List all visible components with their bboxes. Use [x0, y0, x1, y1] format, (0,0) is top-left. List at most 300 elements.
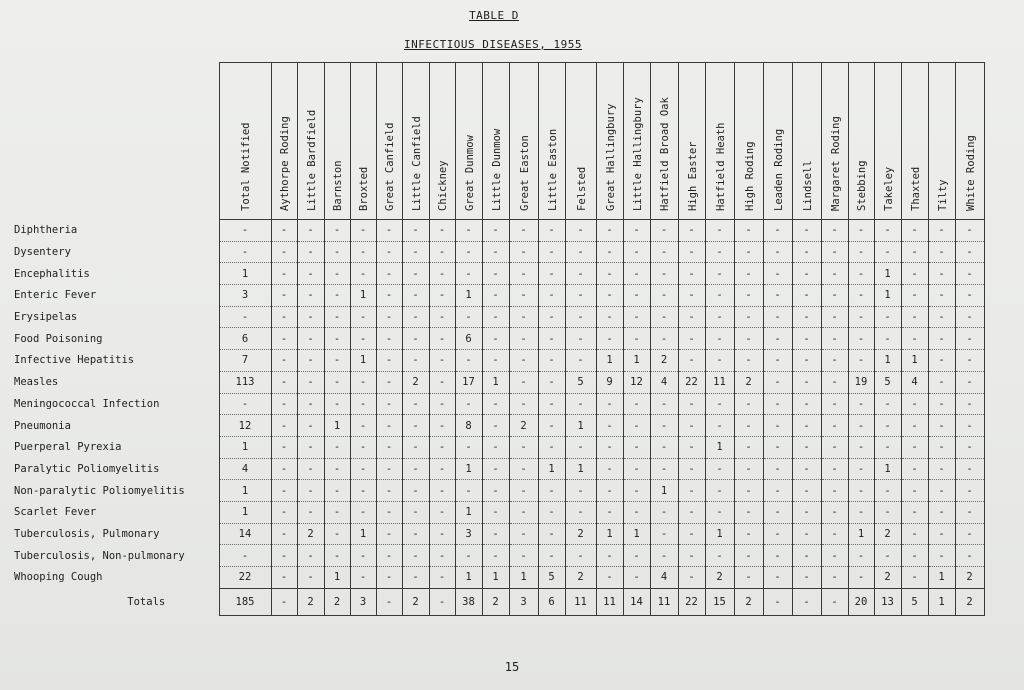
table-cell: -	[763, 393, 792, 415]
table-cell: -	[324, 263, 350, 285]
table-cell: -	[763, 241, 792, 263]
table-cell: 1	[650, 480, 678, 502]
table-cell: -	[271, 523, 297, 545]
table-cell: -	[955, 415, 984, 437]
table-cell: -	[955, 545, 984, 567]
table-cell: -	[705, 458, 734, 480]
column-header	[734, 63, 763, 220]
table-cell: -	[297, 545, 324, 567]
column-header-label: Hatfield Broad Oak	[659, 97, 671, 211]
table-cell: -	[792, 263, 821, 285]
table-cell: -	[623, 545, 650, 567]
table-cell: -	[596, 567, 623, 589]
table-cell: -	[402, 285, 429, 307]
table-cell: -	[538, 220, 565, 242]
table-cell: -	[297, 480, 324, 502]
table-cell: -	[848, 480, 874, 502]
table-cell: -	[429, 328, 455, 350]
table-cell: -	[705, 328, 734, 350]
table-cell: -	[565, 545, 596, 567]
table-cell: -	[848, 350, 874, 372]
table-cell: -	[678, 480, 705, 502]
table-cell: -	[324, 350, 350, 372]
table-cell: 1	[874, 285, 901, 307]
table-cell: -	[821, 545, 848, 567]
table-cell: 3	[455, 523, 482, 545]
table-cell: -	[455, 545, 482, 567]
totals-cell: 20	[848, 588, 874, 615]
column-header	[455, 63, 482, 220]
totals-cell: 11	[650, 588, 678, 615]
table-row	[14, 220, 984, 242]
table-cell: -	[705, 350, 734, 372]
column-header	[848, 63, 874, 220]
table-cell: -	[821, 263, 848, 285]
table-cell: -	[734, 306, 763, 328]
table-cell: 1	[219, 480, 271, 502]
table-cell: -	[509, 545, 538, 567]
table-cell: -	[271, 393, 297, 415]
table-row	[14, 306, 984, 328]
column-header-label: Great Canfield	[384, 122, 396, 211]
table-title: TABLE D	[469, 9, 519, 22]
column-header-label: Lindsell	[801, 160, 814, 211]
table-cell: -	[455, 241, 482, 263]
table-cell: 2	[402, 371, 429, 393]
table-cell: -	[324, 501, 350, 523]
table-cell: -	[271, 436, 297, 458]
table-cell: 2	[509, 415, 538, 437]
table-cell: 1	[509, 567, 538, 589]
table-cell: 4	[901, 371, 928, 393]
table-cell: -	[650, 458, 678, 480]
table-cell: -	[955, 285, 984, 307]
table-cell: -	[482, 306, 509, 328]
column-header	[538, 63, 565, 220]
table-cell: -	[848, 306, 874, 328]
table-cell: -	[297, 350, 324, 372]
table-cell: -	[848, 545, 874, 567]
table-cell: -	[792, 220, 821, 242]
table-cell: 7	[219, 350, 271, 372]
row-label: Scarlet Fever	[14, 506, 97, 519]
table-cell: -	[324, 523, 350, 545]
table-cell: -	[763, 220, 792, 242]
table-cell: -	[482, 436, 509, 458]
table-cell: -	[429, 523, 455, 545]
table-cell: -	[955, 523, 984, 545]
table-cell: -	[509, 263, 538, 285]
table-cell: -	[350, 436, 376, 458]
column-header	[219, 63, 271, 220]
table-cell: -	[763, 371, 792, 393]
table-cell: -	[821, 458, 848, 480]
totals-cell: 1	[928, 588, 955, 615]
totals-cell: -	[763, 588, 792, 615]
totals-cell: 22	[678, 588, 705, 615]
table-cell: -	[848, 501, 874, 523]
table-cell: -	[482, 501, 509, 523]
table-cell: -	[509, 436, 538, 458]
table-cell: -	[429, 567, 455, 589]
column-header	[429, 63, 455, 220]
table-cell: -	[901, 545, 928, 567]
table-cell: -	[928, 263, 955, 285]
table-cell: -	[271, 501, 297, 523]
table-cell: -	[955, 371, 984, 393]
table-cell: -	[705, 393, 734, 415]
table-cell: -	[821, 328, 848, 350]
totals-cell: -	[792, 588, 821, 615]
table-cell: 3	[219, 285, 271, 307]
table-cell: -	[297, 263, 324, 285]
table-cell: -	[509, 328, 538, 350]
table-cell: -	[792, 306, 821, 328]
table-cell: 1	[455, 285, 482, 307]
table-cell: -	[482, 263, 509, 285]
header-corner	[14, 63, 219, 220]
table-cell: 1	[324, 415, 350, 437]
table-cell: 1	[596, 350, 623, 372]
table-cell: -	[650, 393, 678, 415]
column-header-label: Little Dunmow	[490, 128, 503, 211]
table-cell: -	[734, 458, 763, 480]
table-cell: -	[350, 458, 376, 480]
table-cell: -	[455, 263, 482, 285]
table-cell: -	[821, 415, 848, 437]
totals-cell: 185	[219, 588, 271, 615]
table-row	[14, 567, 984, 589]
table-cell: -	[955, 328, 984, 350]
table-cell: -	[565, 328, 596, 350]
table-cell: -	[402, 306, 429, 328]
table-cell: -	[901, 480, 928, 502]
table-cell: -	[623, 436, 650, 458]
table-cell: -	[455, 436, 482, 458]
table-cell: -	[650, 436, 678, 458]
column-header-label: Little Canfield	[410, 116, 423, 211]
table-cell: -	[848, 285, 874, 307]
table-cell: 1	[538, 458, 565, 480]
table-cell: -	[928, 458, 955, 480]
table-cell: 1	[482, 371, 509, 393]
table-cell: -	[455, 480, 482, 502]
column-header	[376, 63, 402, 220]
table-cell: -	[538, 328, 565, 350]
table-cell: -	[350, 393, 376, 415]
table-cell: -	[376, 263, 402, 285]
row-label: Enteric Fever	[14, 289, 97, 302]
column-header	[821, 63, 848, 220]
row-label: Tuberculosis, Pulmonary	[14, 527, 160, 540]
column-header-label: Broxted	[358, 166, 370, 211]
table-cell: 11	[705, 371, 734, 393]
column-header-row	[14, 63, 984, 220]
table-cell: 2	[734, 371, 763, 393]
table-cell: -	[734, 480, 763, 502]
table-cell: -	[955, 241, 984, 263]
table-cell: -	[792, 523, 821, 545]
table-cell: -	[482, 241, 509, 263]
table-cell: -	[821, 567, 848, 589]
table-cell: -	[928, 523, 955, 545]
table-cell: -	[678, 241, 705, 263]
table-cell: 2	[565, 567, 596, 589]
table-cell: -	[763, 285, 792, 307]
table-cell: -	[678, 436, 705, 458]
table-cell: -	[565, 501, 596, 523]
table-cell: -	[565, 306, 596, 328]
table-cell: -	[650, 306, 678, 328]
table-cell: -	[297, 220, 324, 242]
column-header	[678, 63, 705, 220]
table-cell: -	[763, 480, 792, 502]
table-cell: -	[350, 545, 376, 567]
table-cell: -	[928, 220, 955, 242]
table-cell: -	[538, 523, 565, 545]
table-cell: -	[596, 328, 623, 350]
table-cell: -	[455, 306, 482, 328]
table-cell: -	[734, 263, 763, 285]
table-row	[14, 458, 984, 480]
table-cell: -	[678, 306, 705, 328]
table-cell: -	[623, 241, 650, 263]
table-row	[14, 285, 984, 307]
table-cell: -	[874, 501, 901, 523]
table-cell: 12	[623, 371, 650, 393]
table-cell: -	[350, 263, 376, 285]
table-cell: -	[402, 393, 429, 415]
table-cell: 4	[650, 567, 678, 589]
column-header-label: White Roding	[964, 135, 977, 211]
table-cell: -	[297, 501, 324, 523]
table-cell: -	[482, 545, 509, 567]
column-header	[623, 63, 650, 220]
table-cell: 17	[455, 371, 482, 393]
table-cell: -	[623, 306, 650, 328]
table-cell: -	[792, 350, 821, 372]
totals-cell: 2	[402, 588, 429, 615]
column-header-label: Total Notified	[240, 122, 252, 211]
table-cell: -	[402, 415, 429, 437]
table-cell: -	[455, 350, 482, 372]
table-cell: -	[678, 328, 705, 350]
column-header-label: High Easter	[686, 141, 699, 211]
table-cell: -	[901, 220, 928, 242]
column-header	[324, 63, 350, 220]
table-cell: -	[402, 523, 429, 545]
table-cell: -	[928, 306, 955, 328]
column-header-label: Felsted	[575, 166, 588, 211]
table-cell: 8	[455, 415, 482, 437]
totals-cell: 14	[623, 588, 650, 615]
table-cell: 113	[219, 371, 271, 393]
table-cell: -	[271, 415, 297, 437]
table-cell: -	[955, 350, 984, 372]
table-cell: -	[402, 436, 429, 458]
table-cell: -	[482, 220, 509, 242]
table-cell: 1	[928, 567, 955, 589]
table-cell: 1	[705, 523, 734, 545]
table-cell: -	[324, 371, 350, 393]
row-label: Tuberculosis, Non-pulmonary	[14, 549, 185, 562]
table-cell: -	[297, 567, 324, 589]
column-header-label: Little Hallingbury	[631, 97, 644, 211]
table-cell: -	[848, 436, 874, 458]
column-header	[482, 63, 509, 220]
table-cell: -	[821, 393, 848, 415]
table-cell: -	[350, 220, 376, 242]
table-cell: -	[928, 415, 955, 437]
table-cell: -	[402, 545, 429, 567]
page-number: 15	[504, 660, 520, 674]
table-cell: -	[482, 328, 509, 350]
table-cell: 1	[219, 263, 271, 285]
column-header	[402, 63, 429, 220]
totals-cell: 3	[350, 588, 376, 615]
table-row	[14, 501, 984, 523]
table-cell: -	[350, 480, 376, 502]
table-cell: 1	[455, 458, 482, 480]
table-cell: -	[402, 480, 429, 502]
table-cell: -	[429, 480, 455, 502]
totals-cell: 2	[955, 588, 984, 615]
row-label: Encephalitis	[14, 267, 90, 280]
table-cell: -	[955, 263, 984, 285]
table-cell: -	[509, 523, 538, 545]
table-cell: -	[650, 501, 678, 523]
table-cell: -	[763, 415, 792, 437]
table-cell: -	[928, 501, 955, 523]
table-cell: -	[678, 415, 705, 437]
table-cell: -	[350, 415, 376, 437]
table-cell: -	[509, 306, 538, 328]
table-cell: -	[538, 393, 565, 415]
row-label: Dysentery	[14, 246, 71, 259]
table-cell: -	[901, 458, 928, 480]
table-cell: -	[955, 480, 984, 502]
column-header-label: Tilty	[936, 179, 949, 211]
table-cell: -	[734, 328, 763, 350]
table-cell: 1	[848, 523, 874, 545]
column-header	[928, 63, 955, 220]
table-cell: -	[678, 263, 705, 285]
totals-cell: 3	[509, 588, 538, 615]
table-cell: -	[429, 285, 455, 307]
table-cell: -	[376, 306, 402, 328]
table-cell: -	[705, 545, 734, 567]
table-cell: -	[402, 328, 429, 350]
table-cell: 2	[874, 567, 901, 589]
table-cell: -	[271, 371, 297, 393]
totals-cell: 2	[734, 588, 763, 615]
table-cell: 5	[565, 371, 596, 393]
table-cell: -	[297, 415, 324, 437]
table-cell: -	[376, 523, 402, 545]
table-cell: -	[901, 415, 928, 437]
table-cell: -	[928, 285, 955, 307]
table-cell: 6	[219, 328, 271, 350]
column-header-label: Barnston	[332, 160, 344, 211]
table-cell: -	[402, 501, 429, 523]
table-cell: -	[874, 545, 901, 567]
table-cell: -	[792, 393, 821, 415]
table-cell: -	[821, 436, 848, 458]
table-cell: -	[678, 458, 705, 480]
table-cell: -	[792, 501, 821, 523]
table-cell: -	[928, 241, 955, 263]
table-cell: -	[874, 241, 901, 263]
table-cell: -	[955, 306, 984, 328]
table-cell: -	[271, 567, 297, 589]
table-cell: -	[297, 393, 324, 415]
table-cell: 2	[955, 567, 984, 589]
table-cell: 2	[297, 523, 324, 545]
table-cell: -	[763, 436, 792, 458]
table-cell: -	[821, 350, 848, 372]
table-cell: -	[324, 545, 350, 567]
table-cell: -	[792, 436, 821, 458]
table-cell: -	[955, 393, 984, 415]
table-cell: -	[678, 350, 705, 372]
table-cell: -	[901, 241, 928, 263]
column-header-label: Great Hallingbury	[604, 103, 617, 211]
table-cell: -	[509, 350, 538, 372]
table-cell: -	[509, 458, 538, 480]
row-label: Paralytic Poliomyelitis	[14, 462, 160, 475]
table-cell: -	[705, 501, 734, 523]
table-cell: -	[271, 545, 297, 567]
table-subtitle: INFECTIOUS DISEASES, 1955	[403, 38, 583, 51]
table-cell: -	[763, 501, 792, 523]
table-cell: -	[928, 393, 955, 415]
table-cell: -	[874, 220, 901, 242]
table-cell: -	[928, 371, 955, 393]
table-cell: -	[596, 501, 623, 523]
table-cell: -	[792, 285, 821, 307]
table-cell: -	[565, 241, 596, 263]
totals-label: Totals	[127, 595, 166, 608]
table-cell: -	[734, 501, 763, 523]
table-row	[14, 350, 984, 372]
table-cell: 9	[596, 371, 623, 393]
table-cell: -	[763, 328, 792, 350]
table-cell: -	[678, 523, 705, 545]
table-cell: -	[219, 306, 271, 328]
table-cell: 2	[650, 350, 678, 372]
table-cell: -	[650, 285, 678, 307]
table-row	[14, 263, 984, 285]
table-cell: -	[955, 436, 984, 458]
table-cell: -	[874, 480, 901, 502]
table-cell: -	[429, 263, 455, 285]
row-label: Pneumonia	[14, 419, 71, 432]
table-cell: 1	[623, 350, 650, 372]
table-cell: -	[565, 220, 596, 242]
table-cell: -	[324, 306, 350, 328]
totals-cell: -	[376, 588, 402, 615]
table-cell: -	[324, 436, 350, 458]
row-label: Meningococcal Infection	[14, 397, 160, 410]
totals-cell: 2	[482, 588, 509, 615]
table-cell: -	[297, 306, 324, 328]
table-cell: 6	[455, 328, 482, 350]
table-cell: -	[271, 306, 297, 328]
table-cell: -	[509, 393, 538, 415]
table-cell: -	[455, 220, 482, 242]
table-cell: -	[350, 567, 376, 589]
table-cell: -	[429, 436, 455, 458]
